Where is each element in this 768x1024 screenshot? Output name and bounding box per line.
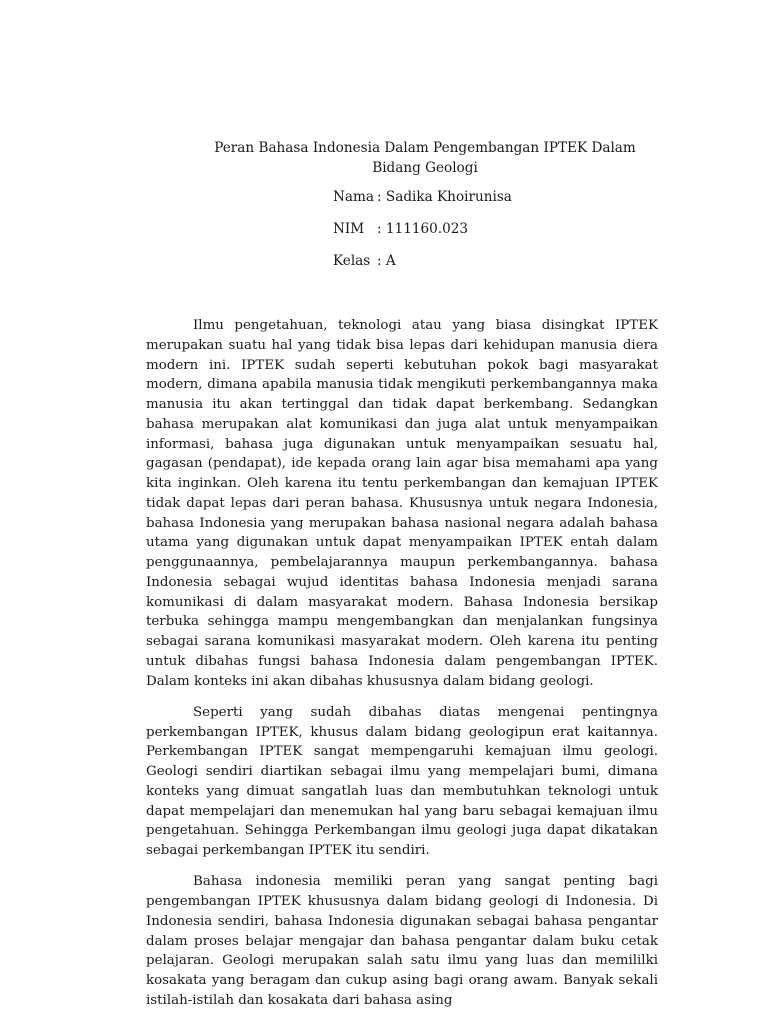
info-label: Kelas — [333, 253, 371, 269]
paragraph: Bahasa indonesia memiliki peran yang sangat penting bagi pengembangan IPTEK khususnya dalam bidang geologi di Indonesia. Di Indonesia sendiri, bahasa Indonesia digunakan sebagai bahasa pengantar dalam proses belajar mengajar dan bahasa pengantar dalam buku cetak pelajaran. Geologi merupakan salah satu ilmu yang luas dan memililki kosakata yang beragam dan cukup asing bagi orang awam. Banyak sekali istilah-istilah dan kosakata dari bahasa asing — [146, 874, 658, 1008]
info-label: Nama — [333, 189, 374, 205]
info-value: : A — [377, 253, 396, 269]
info-row-kelas — [333, 251, 396, 271]
info-value: : Sadika Khoirunisa — [377, 189, 512, 205]
paragraph: Seperti yang sudah dibahas diatas mengenai pentingnya perkembangan IPTEK, khusus dalam bidang geologipun erat kaitannya. Perkembangan IPTEK sangat mempengaruhi kemajuan ilmu geologi. Geologi sendiri diartikan sebagai ilmu yang mempelajari bumi, dimana konteks yang dimuat sangatlah luas dan membutuhkan teknologi untuk dapat mempelajari dan menemukan hal yang baru sebagai kemajuan ilmu pengetahuan. Sehingga Perkembangan ilmu geologi juga dapat dikatakan sebagai perkembangan IPTEK itu sendiri. — [146, 704, 658, 858]
info-value: : 111160.023 — [377, 221, 469, 237]
info-label: NIM — [333, 221, 365, 237]
info-row-nim — [333, 219, 468, 239]
info-row-name — [333, 187, 512, 207]
paragraph: Ilmu pengetahuan, teknologi atau yang biasa disingkat IPTEK merupakan suatu hal yang tidak bisa lepas dari kehidupan manusia diera modern ini. IPTEK sudah seperti kebutuhan pokok bagi masyarakat modern, dimana apabila manusia tidak mengikuti perkembangannya maka manusia itu akan tertinggal dan tidak dapat berkembang. Sedangkan bahasa merupakan alat komunikasi dan juga alat untuk menyampaikan informasi, bahasa juga digunakan untuk menyampaikan sesuatu hal, gagasan (pendapat), ide kepada orang lain agar bisa memahami apa yang kita inginkan. Oleh karena itu tentu perkembangan dan kemajuan IPTEK tidak dapat lepas dari peran bahasa. Khususnya untuk negara Indonesia, bahasa Indonesia yang merupakan bahasa nasional negara adalah bahasa utama yang digunakan untuk dapat menyampaikan IPTEK entah dalam penggunaannya, pembelajarannya maupun perkembangannya. bahasa Indonesia sebagai wujud identitas bahasa Indonesia menjadi sarana komunikasi di dalam masyarakat modern. Bahasa Indonesia bersikap terbuka sehingga mampu mengembangkan dan menjalankan fungsinya sebagai sarana komunikasi masyarakat modern. Oleh karena itu penting untuk dibahas fungsi bahasa Indonesia dalam pengembangan IPTEK. Dalam konteks ini akan dibahas khususnya dalam bidang geologi. — [146, 318, 658, 689]
document-body — [146, 316, 658, 1022]
document-title: Peran Bahasa Indonesia Dalam Pengembangan IPTEK Dalam Bidang Geologi — [214, 140, 636, 176]
